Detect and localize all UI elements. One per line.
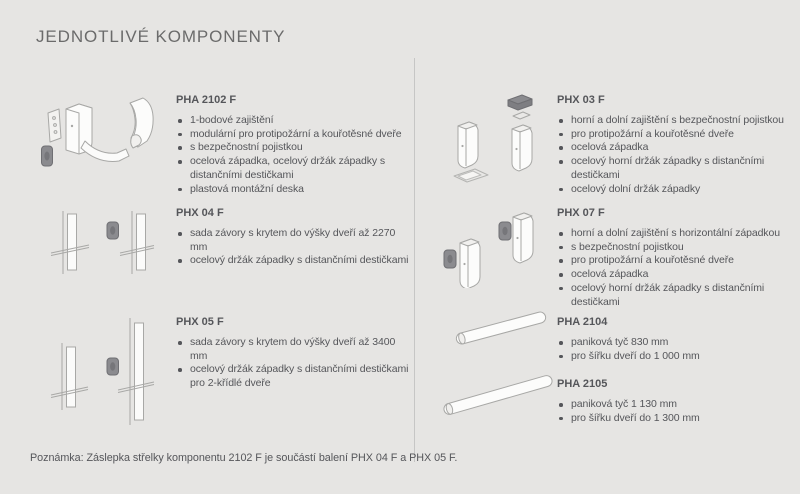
section-phx-03-f (557, 94, 800, 196)
feature-item: ocelový dolní držák západky (557, 183, 800, 197)
section-pha-2102-f (176, 94, 414, 196)
component-code: PHX 05 F (176, 316, 224, 328)
section-phx-04-f (176, 207, 414, 268)
feature-item: s bezpečnostní pojistkou (176, 141, 414, 155)
feature-item: pro šířku dveří do 1 000 mm (557, 350, 800, 364)
section-phx-05-f (176, 316, 414, 391)
feature-item: pro šířku dveří do 1 300 mm (557, 412, 800, 426)
feature-item: ocelový horní držák západky s distančními destičkami (557, 282, 800, 309)
component-code: PHA 2105 (557, 378, 608, 390)
component-code: PHX 04 F (176, 207, 224, 219)
component-features (557, 114, 800, 196)
section-phx-07-f (557, 207, 800, 309)
feature-item: ocelový držák západky s distančními destičkami pro 2-křídlé dveře (176, 363, 414, 390)
component-code: PHA 2104 (557, 316, 608, 328)
component-features (557, 227, 800, 309)
component-code: PHX 07 F (557, 207, 605, 219)
feature-item: ocelová západka (557, 141, 800, 155)
component-features (176, 227, 414, 268)
illustration-phx-04-f (50, 210, 155, 282)
feature-item: pro protipožární a kouřotěsné dveře (557, 254, 800, 268)
feature-item: sada závory s krytem do výšky dveří až 3400 mm (176, 336, 414, 363)
component-code: PHX 03 F (557, 94, 605, 106)
illustration-phx-03-f (450, 92, 550, 194)
component-features (176, 336, 414, 391)
feature-item: paniková tyč 1 130 mm (557, 398, 800, 412)
feature-item: modulární pro protipožární a kouřotěsné dveře (176, 128, 414, 142)
illustration-pha-2105 (438, 372, 558, 418)
illustration-phx-07-f (443, 208, 543, 288)
feature-item: pro protipožární a kouřotěsné dveře (557, 128, 800, 142)
feature-item: 1-bodové zajištění (176, 114, 414, 128)
component-code: PHA 2102 F (176, 94, 237, 106)
illustration-phx-05-f (50, 316, 160, 428)
footnote: Poznámka: Záslepka střelky komponentu 2102 F je součástí balení PHX 04 F a PHX 05 F. (30, 452, 458, 464)
feature-item: plastová montážní deska (176, 183, 414, 197)
component-features (557, 398, 800, 425)
feature-item: ocelový horní držák západky s distančními destičkami (557, 155, 800, 182)
feature-item: s bezpečnostní pojistkou (557, 241, 800, 255)
feature-item: paniková tyč 830 mm (557, 336, 800, 350)
component-features (557, 336, 800, 363)
page-title: JEDNOTLIVÉ KOMPONENTY (36, 27, 286, 46)
feature-item: ocelový držák západky s distančními destičkami (176, 254, 414, 268)
section-pha-2105 (557, 378, 800, 425)
illustration-pha-2102-f (28, 96, 173, 174)
feature-item: horní a dolní zajištění s horizontální západkou (557, 227, 800, 241)
section-pha-2104 (557, 316, 800, 363)
component-features (176, 114, 414, 196)
feature-item: sada závory s krytem do výšky dveří až 2270 mm (176, 227, 414, 254)
illustration-pha-2104 (450, 308, 552, 348)
feature-item: ocelová západka, ocelový držák západky s distančními destičkami (176, 155, 414, 182)
feature-item: horní a dolní zajištění s bezpečnostní pojistkou (557, 114, 800, 128)
feature-item: ocelová západka (557, 268, 800, 282)
column-divider (414, 58, 415, 462)
